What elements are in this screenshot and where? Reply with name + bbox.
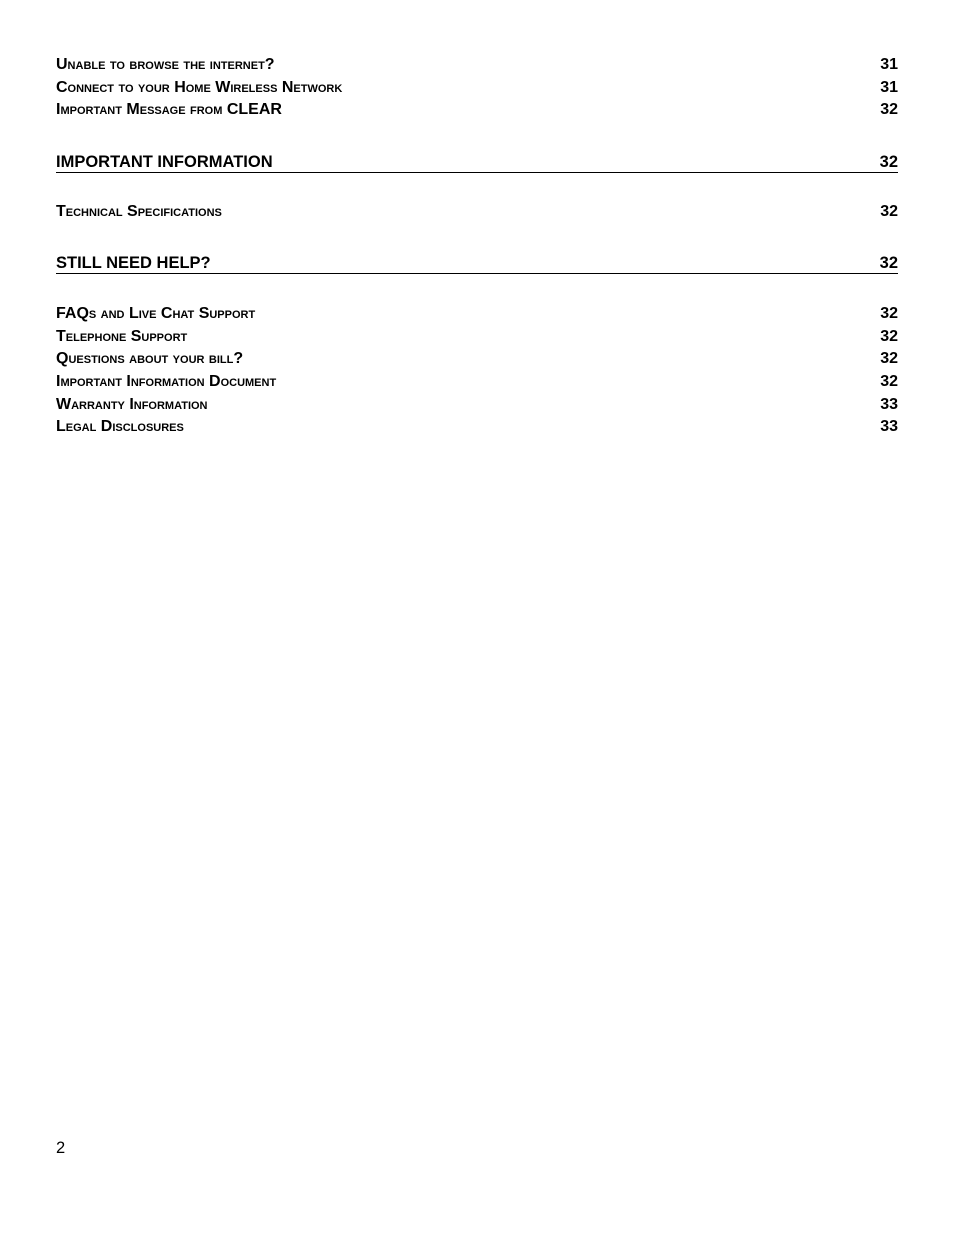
- toc-entry-technical-specifications[interactable]: [56, 201, 898, 224]
- toc-section-page: 32: [879, 254, 898, 272]
- toc-entry-faqs-live-chat[interactable]: [56, 303, 898, 326]
- toc-entry-page: 32: [880, 203, 898, 220]
- toc-group-important: [56, 201, 898, 224]
- toc-entry-label: Questions about your bill?: [56, 350, 244, 368]
- toc-entry-page: 32: [880, 350, 898, 368]
- footer-page-number: 2: [56, 1139, 66, 1157]
- toc-group-help: [56, 303, 898, 439]
- toc-entry-label: Important Message from CLEAR: [56, 101, 282, 119]
- toc-entry-legal-disclosures[interactable]: [56, 416, 898, 439]
- toc-entry-questions-bill[interactable]: [56, 348, 898, 371]
- toc-entry-warranty-information[interactable]: [56, 394, 898, 417]
- toc-section-label: IMPORTANT INFORMATION: [56, 153, 273, 171]
- toc-page: [56, 0, 898, 1235]
- toc-group-troubleshooting: [56, 54, 898, 122]
- toc-entry-important-message[interactable]: [56, 99, 898, 122]
- toc-section-important-information[interactable]: [56, 150, 898, 173]
- toc-entry-page: 32: [880, 327, 898, 345]
- toc-entry-important-information-document[interactable]: [56, 371, 898, 394]
- toc-entry-label: FAQs and Live Chat Support: [56, 305, 256, 322]
- toc-entry-connect-home-wireless[interactable]: [56, 77, 898, 100]
- toc-entry-page: 33: [880, 395, 898, 413]
- toc-section-still-need-help[interactable]: [56, 251, 898, 274]
- toc-entry-unable-to-browse[interactable]: [56, 54, 898, 77]
- toc-entry-label: Technical Specifications: [56, 203, 222, 220]
- toc-entry-label: Telephone Support: [56, 327, 188, 345]
- toc-entry-telephone-support[interactable]: [56, 326, 898, 349]
- toc-entry-page: 32: [880, 373, 898, 391]
- toc-entry-label: Warranty Information: [56, 395, 208, 413]
- toc-entry-label: Connect to your Home Wireless Network: [56, 78, 343, 96]
- toc-entry-label: Legal Disclosures: [56, 418, 184, 436]
- toc-section-page: 32: [879, 153, 898, 171]
- toc-entry-label: Unable to browse the internet?: [56, 56, 275, 73]
- toc-entry-page: 32: [880, 305, 898, 322]
- toc-section-label: STILL NEED HELP?: [56, 254, 211, 272]
- toc-entry-page: 32: [880, 101, 898, 119]
- toc-entry-label: Important Information Document: [56, 373, 277, 391]
- toc-entry-page: 31: [880, 56, 898, 73]
- toc-entry-page: 33: [880, 418, 898, 436]
- toc-entry-page: 31: [880, 78, 898, 96]
